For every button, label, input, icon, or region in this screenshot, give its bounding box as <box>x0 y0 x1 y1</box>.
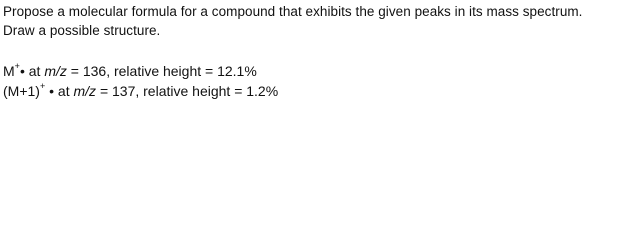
question-prompt <box>3 2 629 40</box>
mz-variable: m/z <box>44 63 67 79</box>
prompt-line-2: Draw a possible structure. <box>3 23 161 38</box>
at-text: at <box>28 63 41 79</box>
charge-superscript: + <box>14 61 20 72</box>
peak-m <box>3 61 278 81</box>
ion-label: M <box>3 63 15 79</box>
radical-dot: • <box>19 63 25 79</box>
peak-values: = 136, relative height = 12.1% <box>70 63 257 79</box>
at-text: at <box>57 83 70 99</box>
radical-dot: • <box>49 83 55 99</box>
prompt-line-1: Propose a molecular formula for a compound that exhibits the given peaks in its mass spectrum. <box>3 4 583 19</box>
ion-label: (M+1) <box>3 83 40 99</box>
mz-variable: m/z <box>73 83 97 99</box>
peak-m-plus-1 <box>3 81 278 101</box>
charge-superscript: + <box>39 81 46 92</box>
peaks-list <box>3 61 278 101</box>
peak-values: = 137, relative height = 1.2% <box>99 83 279 99</box>
